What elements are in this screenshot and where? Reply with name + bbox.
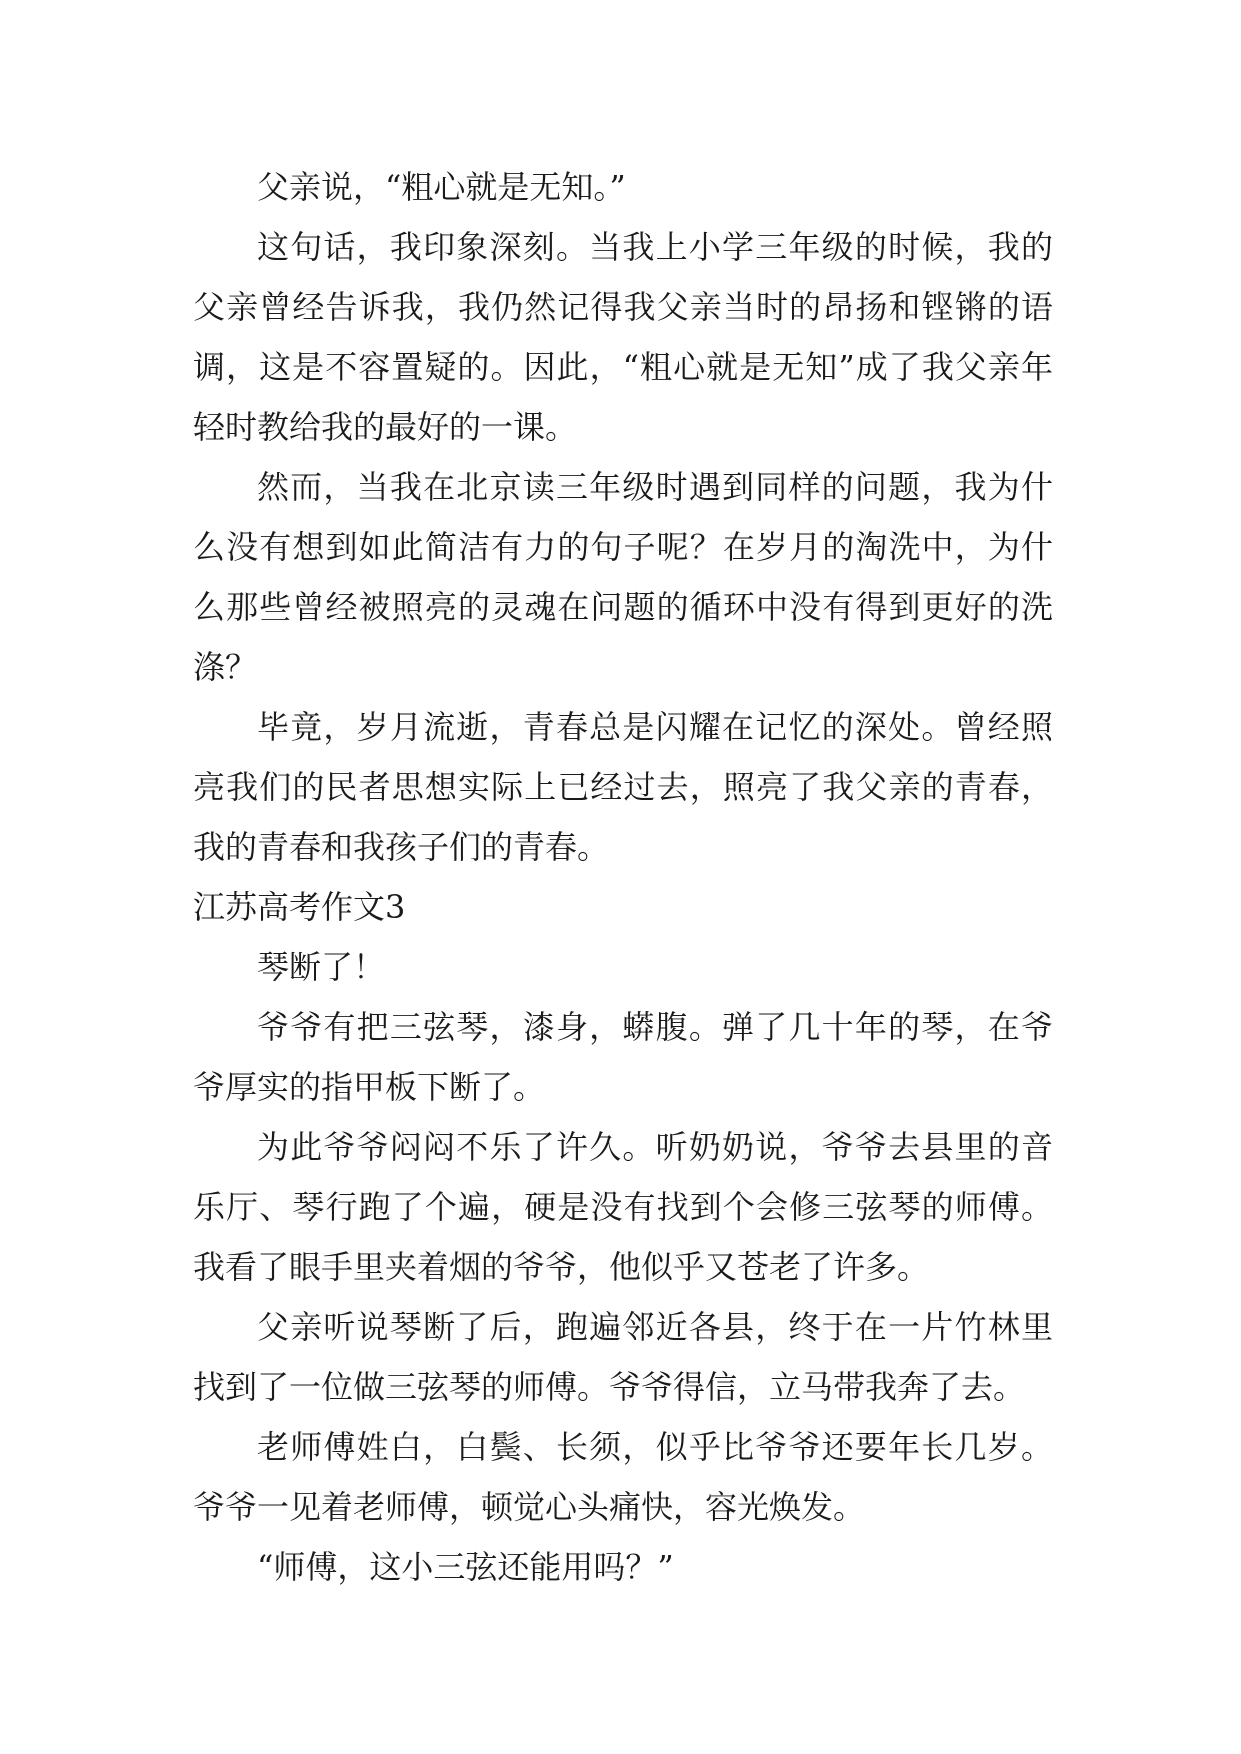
paragraph: 父亲听说琴断了后，跑遍邻近各县，终于在一片竹林里找到了一位做三弦琴的师傅。爷爷得信，立马带我奔了去。 <box>193 1308 1053 1406</box>
section-heading: 江苏高考作文3 <box>193 888 406 926</box>
paragraph: “师傅，这小三弦还能用吗？” <box>257 1548 674 1586</box>
paragraph: 老师傅姓白，白鬓、长须，似乎比爷爷还要年长几岁。爷爷一见着老师傅，顿觉心头痛快，容光焕发。 <box>193 1428 1053 1526</box>
paragraph: 这句话，我印象深刻。当我上小学三年级的时候，我的父亲曾经告诉我，我仍然记得我父亲当时的昂扬和铿锵的语调，这是不容置疑的。因此，“粗心就是无知”成了我父亲年轻时教给我的最好的一课。 <box>193 228 1053 446</box>
paragraph: 毕竟，岁月流逝，青春总是闪耀在记忆的深处。曾经照亮我们的民者思想实际上已经过去，照亮了我父亲的青春，我的青春和我孩子们的青春。 <box>193 708 1053 866</box>
paragraph: 为此爷爷闷闷不乐了许久。听奶奶说，爷爷去县里的音乐厅、琴行跑了个遍，硬是没有找到个会修三弦琴的师傅。我看了眼手里夹着烟的爷爷，他似乎又苍老了许多。 <box>193 1128 1053 1286</box>
paragraph: 父亲说，“粗心就是无知。” <box>257 168 626 206</box>
paragraph: 琴断了！ <box>257 948 386 986</box>
paragraph: 爷爷有把三弦琴，漆身，蟒腹。弹了几十年的琴，在爷爷厚实的指甲板下断了。 <box>193 1008 1053 1106</box>
paragraph: 然而，当我在北京读三年级时遇到同样的问题，我为什么没有想到如此简洁有力的句子呢？在岁月的淘洗中，为什么那些曾经被照亮的灵魂在问题的循环中没有得到更好的洗涤？ <box>193 468 1053 686</box>
document-body <box>193 157 1053 1597</box>
